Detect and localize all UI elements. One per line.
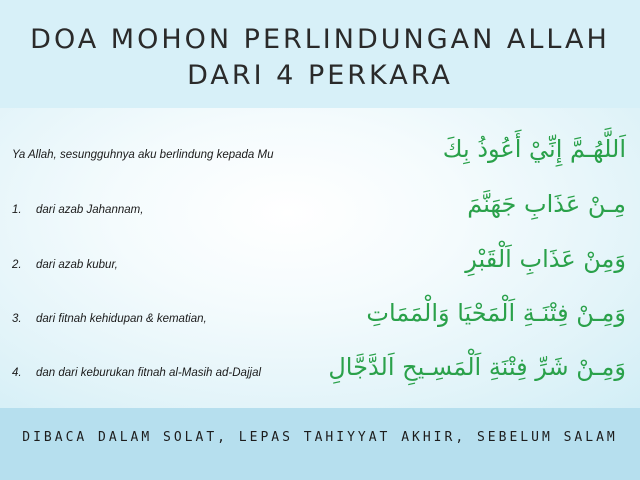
page-title-line-1: DOA MOHON PERLINDUNGAN ALLAH bbox=[30, 24, 610, 55]
arabic-text: اَللَّهُـمَّ إِنِّيْ أَعُوذُ بِكَ bbox=[442, 135, 626, 163]
malay-translation: dari azab Jahannam, bbox=[36, 204, 144, 216]
malay-translation: dan dari keburukan fitnah al-Masih ad-Dajjal bbox=[36, 367, 262, 379]
page-title-line-2: DARI 4 PERKARA bbox=[187, 60, 453, 91]
prayer-row-2 bbox=[0, 236, 640, 288]
item-number: 4. bbox=[12, 367, 22, 379]
item-number: 2. bbox=[12, 259, 22, 271]
arabic-text: مِـنْ عَذَابِ جَهَنَّمَ bbox=[467, 190, 626, 218]
prayer-row-3 bbox=[0, 290, 640, 342]
footer bbox=[0, 408, 640, 480]
malay-translation: dari fitnah kehidupan & kematian, bbox=[36, 313, 207, 325]
malay-translation: dari azab kubur, bbox=[36, 259, 118, 271]
prayer-panel bbox=[0, 108, 640, 408]
item-number: 1. bbox=[12, 204, 22, 216]
prayer-row-1 bbox=[0, 181, 640, 233]
malay-translation: Ya Allah, sesungguhnya aku berlindung kepada Mu bbox=[12, 149, 274, 161]
prayer-row-opening bbox=[0, 126, 640, 178]
arabic-text: وَمِـنْ فِتْنَـةِ اَلْمَحْيَا وَالْمَمَاتِ bbox=[366, 299, 626, 327]
header bbox=[0, 0, 640, 108]
prayer-row-4 bbox=[0, 344, 640, 396]
item-number: 3. bbox=[12, 313, 22, 325]
arabic-text: وَمِنْ عَذَابِ اَلْقَبْرِ bbox=[465, 245, 626, 273]
arabic-text: وَمِـنْ شَرِّ فِتْنَةِ اَلْمَسِـيحِ اَلدَّجَّالِ bbox=[328, 353, 626, 381]
footer-note: DIBACA DALAM SOLAT, LEPAS TAHIYYAT AKHIR, SEBELUM SALAM bbox=[22, 430, 618, 445]
